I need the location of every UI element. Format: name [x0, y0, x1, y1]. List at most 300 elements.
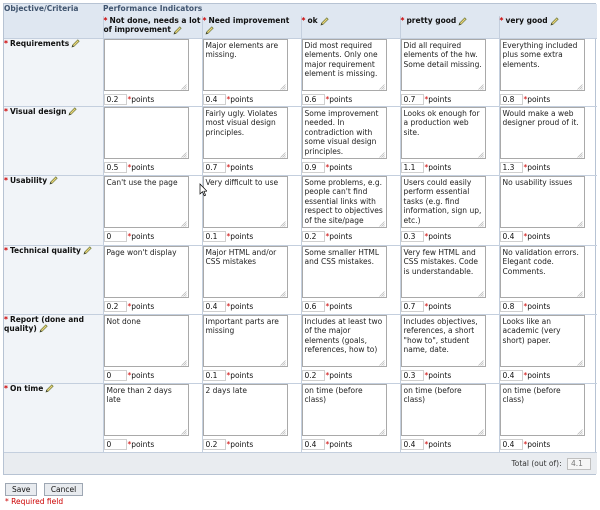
resize-grip-icon[interactable] [379, 83, 385, 89]
criterion-row [4, 38, 597, 106]
points-unit-label [227, 371, 254, 380]
points-input[interactable]: 0.1 [203, 370, 226, 381]
description-textarea[interactable] [401, 315, 486, 367]
indicator-cell [400, 38, 499, 106]
criterion-row [4, 383, 597, 452]
points-unit-text: points [230, 162, 254, 172]
points-unit-label [425, 95, 452, 104]
required-star: * [103, 16, 108, 25]
indicator-cell [499, 383, 597, 452]
total-wrap [4, 453, 597, 470]
required-star: * [226, 162, 231, 172]
level-header-0 [103, 16, 202, 38]
indicator-cell [499, 106, 597, 175]
points-unit-label [128, 440, 155, 449]
description-text: Did most required elements. Only one major requirement element is missing. [304, 40, 378, 79]
points-input[interactable]: 0.6 [302, 94, 325, 105]
points-unit-text: points [329, 439, 353, 449]
required-star: * [127, 94, 132, 104]
description-text: Some improvement needed. In contradiction with some visual design principles. [304, 108, 379, 156]
description-textarea[interactable] [203, 384, 288, 436]
description-textarea[interactable] [302, 107, 387, 159]
points-input[interactable]: 0.2 [203, 439, 226, 450]
description-textarea[interactable] [302, 176, 387, 228]
edit-pencil-icon[interactable] [173, 26, 183, 35]
points-input[interactable]: 0.4 [203, 301, 226, 312]
edit-pencil-icon[interactable] [205, 26, 215, 35]
points-unit-text: points [329, 370, 353, 380]
description-textarea[interactable] [104, 39, 189, 91]
indicator-cell [301, 314, 400, 383]
description-textarea[interactable] [104, 384, 189, 436]
points-unit-label [326, 440, 353, 449]
level-header-4 [499, 16, 597, 38]
required-star: * [523, 231, 528, 241]
header-blank [4, 16, 103, 38]
level-label: ok [307, 16, 318, 25]
points-line [104, 439, 202, 450]
level-header-1 [202, 16, 301, 38]
indicator-cell [202, 175, 301, 245]
criterion-label: Usability [9, 175, 48, 185]
points-unit-text: points [527, 231, 551, 241]
points-unit-text: points [230, 439, 254, 449]
description-textarea[interactable] [302, 39, 387, 91]
description-text: Page won't display [106, 247, 177, 257]
criterion-row [4, 106, 597, 175]
resize-grip-icon[interactable] [379, 428, 385, 434]
points-input[interactable]: 0.7 [401, 301, 424, 312]
points-input[interactable]: 0.4 [401, 439, 424, 450]
cancel-button[interactable]: Cancel [44, 483, 83, 496]
indicator-cell [103, 106, 202, 175]
points-line [401, 370, 499, 381]
points-unit-text: points [527, 94, 551, 104]
indicator-cell [400, 314, 499, 383]
save-button[interactable]: Save [5, 483, 37, 496]
description-textarea[interactable] [302, 246, 387, 298]
resize-grip-icon[interactable] [280, 151, 286, 157]
required-star: * [523, 94, 528, 104]
points-input[interactable]: 0.8 [500, 301, 523, 312]
description-textarea[interactable] [203, 39, 288, 91]
description-textarea[interactable] [500, 384, 585, 436]
points-input[interactable]: 0.2 [302, 231, 325, 242]
edit-pencil-icon[interactable] [83, 246, 93, 255]
required-star: * [424, 231, 429, 241]
resize-grip-icon[interactable] [478, 83, 484, 89]
points-unit-text: points [428, 94, 452, 104]
description-textarea[interactable] [104, 176, 189, 228]
points-unit-label [128, 232, 155, 241]
points-line [302, 94, 400, 105]
required-star: * [400, 16, 405, 25]
points-input[interactable]: 0.4 [302, 439, 325, 450]
level-header-3 [400, 16, 499, 38]
description-text: Major elements are missing. [205, 40, 279, 60]
indicator-cell [202, 38, 301, 106]
points-unit-text: points [131, 301, 155, 311]
indicator-cell [499, 245, 597, 314]
description-text: on time (before class) [304, 385, 363, 405]
edit-pencil-icon[interactable] [458, 17, 468, 26]
edit-pencil-icon[interactable] [68, 107, 78, 116]
description-text: No usability issues [502, 177, 573, 187]
points-line [401, 94, 499, 105]
required-star: * [325, 231, 330, 241]
points-line [302, 439, 400, 450]
indicator-cell [301, 106, 400, 175]
points-line [203, 94, 301, 105]
points-input[interactable]: 0 [104, 370, 127, 381]
description-text: Major HTML and/or CSS mistakes [205, 247, 277, 267]
points-input[interactable]: 0.2 [104, 94, 127, 105]
criterion-label: On time [9, 383, 44, 393]
points-input[interactable]: 0 [104, 439, 127, 450]
points-line [401, 231, 499, 242]
points-line [302, 162, 400, 173]
indicator-cell [301, 38, 400, 106]
points-line [500, 301, 598, 312]
points-unit-label [326, 371, 353, 380]
description-textarea[interactable] [203, 246, 288, 298]
level-label: very good [505, 16, 548, 25]
edit-pencil-icon[interactable] [320, 17, 330, 26]
edit-pencil-icon[interactable] [71, 39, 81, 48]
required-star: * [127, 301, 132, 311]
points-input[interactable]: 1.3 [500, 162, 523, 173]
resize-grip-icon[interactable] [478, 290, 484, 296]
resize-grip-icon[interactable] [478, 428, 484, 434]
description-textarea[interactable] [401, 384, 486, 436]
required-star: * [424, 370, 429, 380]
resize-grip-icon[interactable] [181, 428, 187, 434]
indicator-cell [301, 175, 400, 245]
points-unit-text: points [131, 162, 155, 172]
points-input[interactable]: 0.5 [104, 162, 127, 173]
points-input[interactable]: 0.2 [104, 301, 127, 312]
points-line [401, 301, 499, 312]
points-unit-text: points [329, 231, 353, 241]
points-unit-label [326, 95, 353, 104]
required-star: * [424, 301, 429, 311]
required-star: * [4, 314, 8, 324]
criterion-label: Visual design [9, 106, 67, 116]
points-unit-text: points [428, 370, 452, 380]
points-unit-label [524, 163, 551, 172]
points-unit-text: points [329, 94, 353, 104]
indicator-cell [499, 314, 597, 383]
points-input[interactable]: 0.4 [500, 370, 523, 381]
indicator-cell [202, 383, 301, 452]
required-star: * [424, 94, 429, 104]
description-text: Can't use the page [106, 177, 178, 187]
points-line [302, 370, 400, 381]
resize-grip-icon[interactable] [577, 359, 583, 365]
description-text: Users could easily perform essential tasks (e.g. find information, sign up, etc.) [403, 177, 482, 225]
points-input[interactable]: 0.4 [500, 439, 523, 450]
resize-grip-icon[interactable] [577, 151, 583, 157]
points-unit-label [326, 232, 353, 241]
description-textarea[interactable] [401, 107, 486, 159]
description-text: Some smaller HTML and CSS mistakes. [304, 247, 380, 267]
description-text: on time (before class) [403, 385, 462, 405]
indicator-cell [400, 106, 499, 175]
edit-pencil-icon[interactable] [45, 384, 55, 393]
required-star: * [4, 38, 8, 48]
points-input[interactable]: 0.7 [401, 94, 424, 105]
resize-grip-icon[interactable] [577, 290, 583, 296]
criteria-header: Objective/Criteria [4, 4, 103, 16]
total-label: Total (out of): [511, 458, 562, 468]
resize-grip-icon[interactable] [280, 359, 286, 365]
criterion-label: Technical quality [9, 245, 81, 255]
points-line [500, 162, 598, 173]
required-star: * [523, 162, 528, 172]
resize-grip-icon[interactable] [379, 151, 385, 157]
indicator-cell [301, 245, 400, 314]
resize-grip-icon[interactable] [478, 151, 484, 157]
required-star: * [127, 439, 132, 449]
indicators-header: Performance Indicators [103, 4, 597, 16]
description-textarea[interactable] [500, 176, 585, 228]
resize-grip-icon[interactable] [181, 83, 187, 89]
points-unit-text: points [230, 231, 254, 241]
points-unit-text: points [329, 162, 353, 172]
required-star: * [226, 94, 231, 104]
points-line [500, 370, 598, 381]
description-text: 2 days late [205, 385, 247, 395]
points-line [500, 439, 598, 450]
points-unit-label [227, 302, 254, 311]
points-line [104, 370, 202, 381]
required-star: * [325, 439, 330, 449]
required-star: * [127, 231, 132, 241]
description-textarea[interactable] [104, 246, 189, 298]
edit-pencil-icon[interactable] [39, 324, 49, 333]
points-unit-label [524, 371, 551, 380]
criterion-row [4, 175, 597, 245]
points-input[interactable]: 0.6 [302, 301, 325, 312]
points-line [104, 231, 202, 242]
required-star: * [523, 370, 528, 380]
points-line [500, 231, 598, 242]
points-input[interactable]: 0.3 [401, 370, 424, 381]
points-unit-label [524, 302, 551, 311]
points-unit-label [326, 163, 353, 172]
description-textarea[interactable] [401, 39, 486, 91]
resize-grip-icon[interactable] [280, 83, 286, 89]
form-actions [5, 483, 87, 496]
description-textarea[interactable] [104, 107, 189, 159]
description-textarea[interactable] [500, 107, 585, 159]
required-star: * [523, 301, 528, 311]
required-star: * [4, 175, 8, 185]
resize-grip-icon[interactable] [577, 428, 583, 434]
indicator-cell [499, 38, 597, 106]
indicator-cell [202, 245, 301, 314]
description-text: Did all required elements of the hw. Some detail missing. [403, 40, 482, 69]
criterion-row [4, 245, 597, 314]
criterion-label: Requirements [9, 38, 70, 48]
points-unit-text: points [527, 370, 551, 380]
required-star: * [499, 16, 504, 25]
resize-grip-icon[interactable] [280, 290, 286, 296]
level-label: pretty good [406, 16, 457, 25]
points-line [302, 301, 400, 312]
required-star: * [523, 439, 528, 449]
required-star: * [424, 439, 429, 449]
description-textarea[interactable] [302, 384, 387, 436]
points-input[interactable]: 0.9 [302, 162, 325, 173]
edit-pencil-icon[interactable] [49, 176, 59, 185]
edit-pencil-icon[interactable] [550, 17, 560, 26]
description-textarea[interactable] [203, 107, 288, 159]
points-input[interactable]: 0.2 [302, 370, 325, 381]
points-input[interactable]: 1.1 [401, 162, 424, 173]
resize-grip-icon[interactable] [577, 83, 583, 89]
resize-grip-icon[interactable] [181, 220, 187, 226]
indicator-cell [202, 106, 301, 175]
points-unit-label [128, 302, 155, 311]
points-unit-label [524, 95, 551, 104]
points-input[interactable]: 0.7 [203, 162, 226, 173]
required-star: * [325, 370, 330, 380]
level-label: Need improvement [208, 16, 290, 25]
criterion-cell [4, 38, 103, 106]
description-text: Some problems, e.g. people can't find essential links with respect to objectives of the site/page [304, 177, 383, 225]
description-textarea[interactable] [500, 39, 585, 91]
required-star: * [226, 301, 231, 311]
description-textarea[interactable] [203, 176, 288, 228]
description-text: Very few HTML and CSS mistakes. Code is understandable. [403, 247, 479, 276]
description-textarea[interactable] [500, 315, 585, 367]
points-input[interactable]: 0.1 [203, 231, 226, 242]
indicator-cell [499, 175, 597, 245]
description-textarea[interactable] [401, 246, 486, 298]
description-textarea[interactable] [500, 246, 585, 298]
points-line [104, 162, 202, 173]
points-unit-label [227, 163, 254, 172]
description-textarea[interactable] [401, 176, 486, 228]
points-unit-text: points [428, 162, 452, 172]
required-star: * [424, 162, 429, 172]
criterion-label: Report (done and quality) [4, 314, 84, 333]
rubric-table [3, 3, 596, 475]
resize-grip-icon[interactable] [379, 359, 385, 365]
points-unit-text: points [428, 439, 452, 449]
indicator-cell [103, 383, 202, 452]
total-input[interactable]: 4.1 [567, 458, 591, 470]
required-star: * [202, 16, 207, 25]
criterion-cell [4, 383, 103, 452]
resize-grip-icon[interactable] [280, 428, 286, 434]
points-unit-label [128, 95, 155, 104]
required-star: * [4, 245, 8, 255]
points-line [203, 162, 301, 173]
points-unit-label [128, 371, 155, 380]
criterion-cell [4, 314, 103, 383]
resize-grip-icon[interactable] [181, 359, 187, 365]
total-cell [4, 452, 597, 474]
points-input[interactable]: 0.4 [203, 94, 226, 105]
resize-grip-icon[interactable] [577, 220, 583, 226]
resize-grip-icon[interactable] [478, 220, 484, 226]
points-unit-text: points [527, 162, 551, 172]
resize-grip-icon[interactable] [181, 290, 187, 296]
required-star: * [325, 162, 330, 172]
points-unit-label [227, 95, 254, 104]
mouse-cursor-icon [199, 183, 207, 197]
points-unit-label [227, 440, 254, 449]
indicator-cell [301, 383, 400, 452]
criterion-cell [4, 106, 103, 175]
criterion-cell [4, 175, 103, 245]
points-unit-text: points [131, 439, 155, 449]
required-star: * [4, 106, 8, 116]
resize-grip-icon[interactable] [280, 220, 286, 226]
description-text: No validation errors. Elegant code. Comments. [502, 247, 579, 276]
description-text: Very difficult to use [205, 177, 279, 187]
resize-grip-icon[interactable] [379, 220, 385, 226]
points-unit-label [227, 232, 254, 241]
points-unit-text: points [230, 94, 254, 104]
points-input[interactable]: 0 [104, 231, 127, 242]
points-unit-text: points [131, 231, 155, 241]
points-line [203, 301, 301, 312]
points-unit-text: points [428, 301, 452, 311]
points-line [401, 439, 499, 450]
required-star: * [127, 370, 132, 380]
points-unit-label [425, 232, 452, 241]
description-text: Includes objectives, references, a short "how to", student name, date. [403, 316, 478, 355]
description-textarea[interactable] [203, 315, 288, 367]
points-input[interactable]: 0.8 [500, 94, 523, 105]
points-line [203, 370, 301, 381]
description-text: Looks like an academic (very short) paper. [502, 316, 561, 345]
description-textarea[interactable] [104, 315, 189, 367]
rubric-grid [4, 4, 597, 474]
description-text: Important parts are missing [205, 316, 279, 336]
level-label: Not done, needs a lot of improvement [103, 16, 201, 34]
points-input[interactable]: 0.3 [401, 231, 424, 242]
required-star: * [226, 370, 231, 380]
points-unit-label [524, 232, 551, 241]
indicator-cell [103, 38, 202, 106]
points-unit-label [326, 302, 353, 311]
required-star: * [226, 231, 231, 241]
indicator-cell [202, 314, 301, 383]
points-input[interactable]: 0.4 [500, 231, 523, 242]
criterion-cell [4, 245, 103, 314]
indicator-cell [400, 245, 499, 314]
description-text: More than 2 days late [106, 385, 172, 405]
description-textarea[interactable] [302, 315, 387, 367]
points-unit-label [128, 163, 155, 172]
required-star: * [325, 94, 330, 104]
indicator-cell [103, 314, 202, 383]
points-line [104, 94, 202, 105]
points-unit-text: points [230, 370, 254, 380]
resize-grip-icon[interactable] [478, 359, 484, 365]
level-header-2 [301, 16, 400, 38]
points-unit-text: points [527, 301, 551, 311]
resize-grip-icon[interactable] [181, 151, 187, 157]
required-star: * [301, 16, 306, 25]
description-text: on time (before class) [502, 385, 561, 405]
points-line [401, 162, 499, 173]
resize-grip-icon[interactable] [379, 290, 385, 296]
